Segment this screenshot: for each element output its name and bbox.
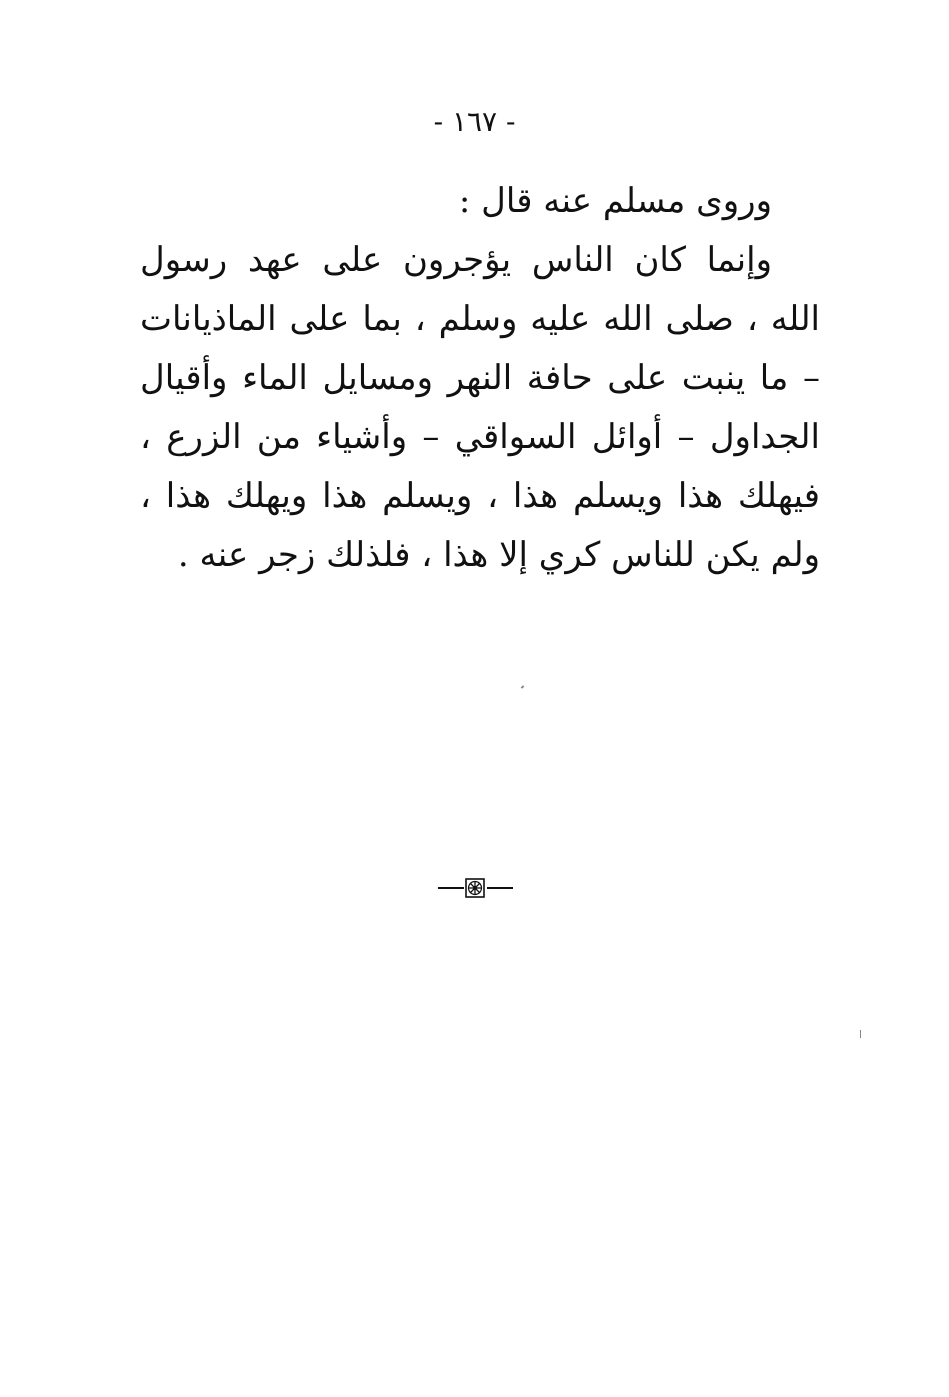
section-end-ornament <box>438 878 513 898</box>
paragraph-intro: وروى مسلم عنه قال : <box>458 181 772 221</box>
paper-speck <box>521 685 525 688</box>
paragraph-hadith: وإنما كان الناس يؤجرون على عهد رسول الله ، صلى الله عليه وسلم ، بما على الماذيانات – ما ينبت على حافة النهر ومسايل الماء وأقيال الجداول – أوائل السواقي – وأشياء من الزرع ، فيهلك هذا ويسلم هذا ، ويسلم هذا ويهلك هذا ، ولم يكن للناس كري إلا هذا ، فلذلك زجر عنه . <box>140 240 820 575</box>
ornament-rule-left <box>438 887 464 889</box>
page-number: - ١٦٧ - <box>433 105 516 138</box>
paper-speck <box>860 1030 861 1038</box>
ornament-rule-right <box>487 887 513 889</box>
floral-medallion-icon <box>465 878 485 898</box>
body-text <box>140 172 820 585</box>
